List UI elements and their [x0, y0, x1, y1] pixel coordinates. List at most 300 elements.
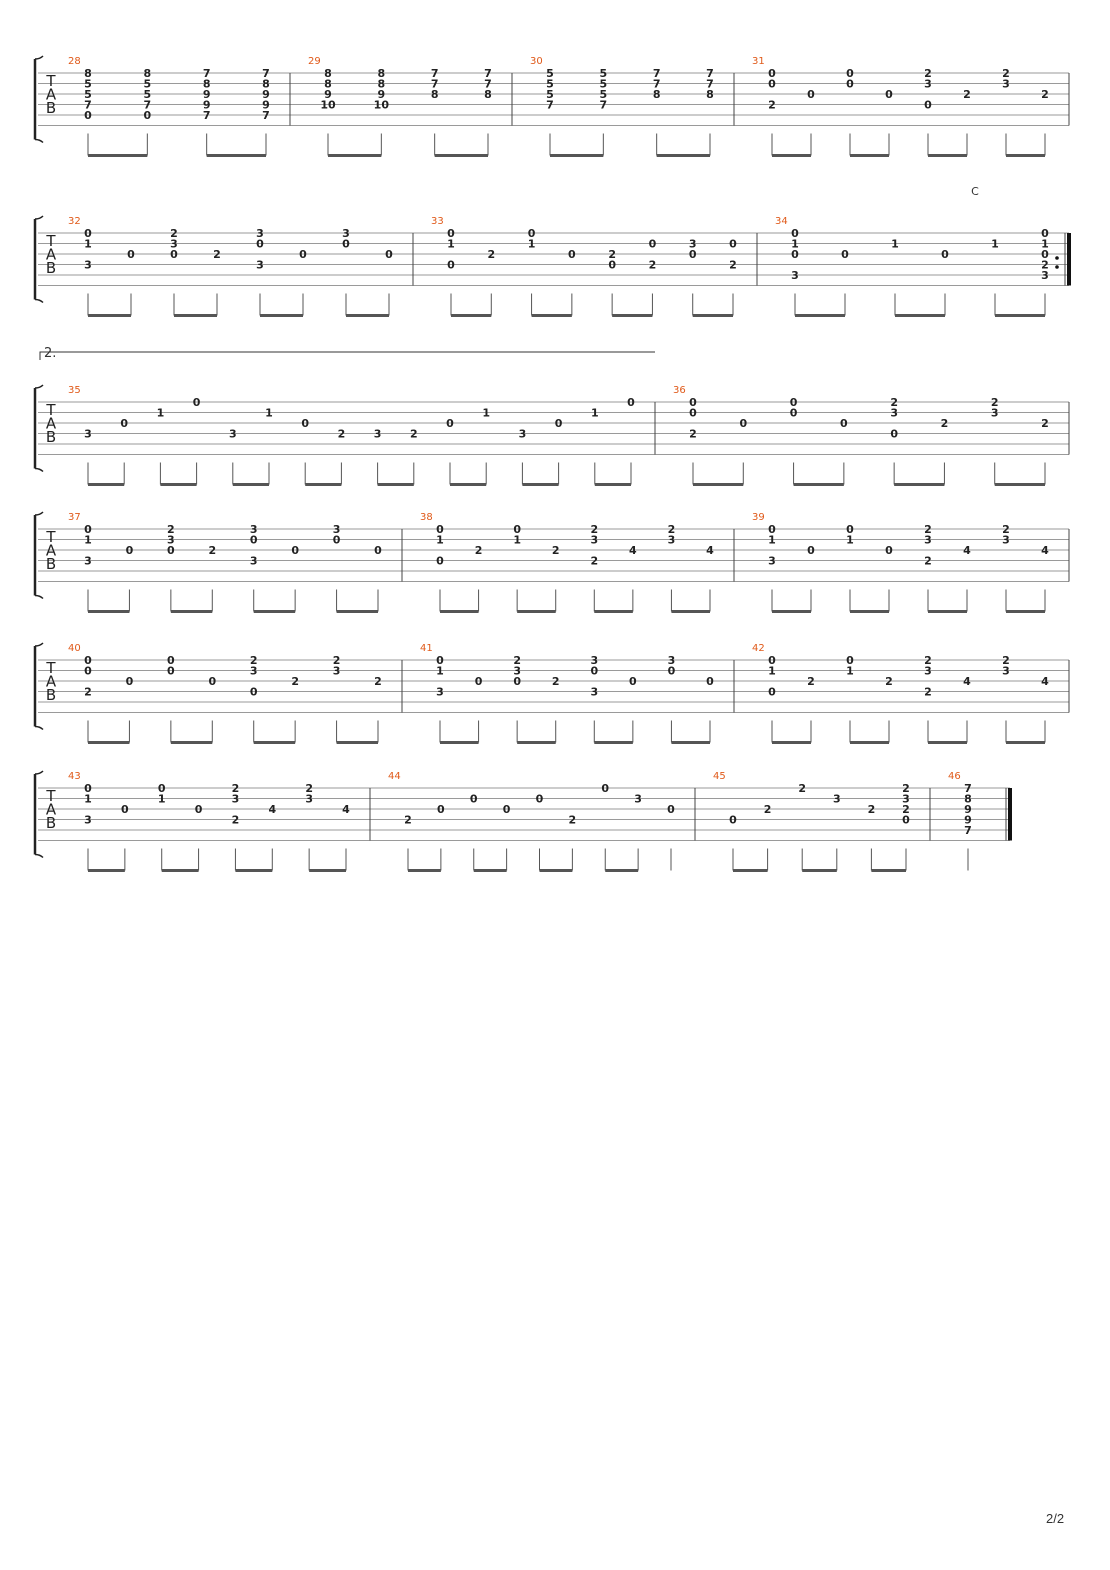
fret-number: 8: [202, 77, 211, 91]
fret-number: 2: [513, 654, 521, 667]
fret-number: 3: [590, 685, 599, 699]
fret-number: 0: [84, 109, 92, 122]
fret-number: 0: [627, 396, 635, 409]
fret-number: 3: [688, 237, 697, 251]
fret-number: 0: [840, 417, 848, 430]
fret-number: 1: [590, 406, 599, 420]
fret-number: 1: [447, 237, 455, 251]
fret-number: 0: [791, 248, 799, 261]
fret-number: 1: [791, 237, 799, 251]
fret-number: 3: [305, 792, 313, 806]
fret-number: 5: [546, 88, 554, 101]
fret-number: 2: [249, 654, 258, 667]
fret-number: 1: [157, 792, 166, 806]
fret-number: 0: [469, 792, 478, 806]
fret-number: 0: [791, 227, 799, 240]
tab-clef-letter: T: [46, 528, 56, 546]
measure-number: 43: [68, 771, 81, 782]
fret-number: 0: [437, 803, 445, 816]
fret-number: 3: [1002, 533, 1010, 547]
fret-number: 4: [1041, 544, 1049, 557]
fret-number: 5: [599, 88, 608, 101]
tab-clef-letter: T: [46, 72, 56, 90]
fret-number: 7: [202, 109, 211, 122]
fret-number: 3: [1002, 664, 1010, 678]
fret-number: 2: [763, 803, 772, 816]
fret-number: 3: [436, 685, 444, 699]
fret-number: 0: [568, 248, 576, 261]
fret-number: 8: [377, 67, 386, 80]
fret-number: 0: [84, 782, 92, 795]
fret-number: 2: [474, 544, 483, 557]
repeat-dot: [1055, 256, 1059, 260]
fret-number: 2: [924, 67, 932, 80]
measure-number: 33: [431, 216, 444, 227]
fret-number: 5: [599, 77, 608, 91]
fret-number: 1: [436, 664, 444, 678]
fret-number: 10: [320, 98, 336, 112]
tab-system: [35, 771, 1010, 871]
tab-clef-letter: B: [45, 814, 57, 832]
fret-number: 2: [940, 417, 949, 430]
fret-number: 8: [377, 77, 386, 91]
fret-number: 3: [513, 664, 521, 678]
fret-number: 4: [629, 544, 637, 557]
fret-number: 2: [231, 782, 240, 795]
fret-number: 0: [629, 675, 637, 688]
fret-number: 0: [299, 248, 307, 261]
fret-number: 3: [924, 664, 932, 678]
fret-number: 1: [84, 792, 92, 806]
fret-number: 3: [84, 554, 92, 568]
measure-number: 34: [775, 216, 788, 227]
fret-number: 2: [291, 675, 299, 688]
fret-number: 0: [667, 803, 675, 816]
fret-number: 5: [143, 88, 152, 101]
fret-number: 7: [430, 77, 439, 91]
fret-number: 3: [667, 533, 676, 547]
fret-number: 3: [832, 792, 841, 806]
fret-number: 7: [964, 824, 972, 837]
fret-number: 0: [84, 227, 92, 240]
page-number: 2/2: [1046, 1511, 1065, 1526]
fret-number: 2: [551, 675, 560, 688]
fret-number: 7: [652, 77, 661, 91]
fret-number: 0: [739, 417, 748, 430]
fret-number: 3: [590, 533, 599, 547]
fret-number: 3: [256, 227, 264, 240]
fret-number: 3: [667, 654, 676, 667]
tab-clef-letter: A: [45, 414, 57, 433]
fret-number: 1: [768, 533, 776, 547]
fret-number: 4: [342, 803, 350, 816]
fret-number: 2: [1041, 417, 1049, 430]
fret-number: 2: [902, 803, 910, 816]
fret-number: 1: [265, 406, 273, 420]
fret-number: 0: [256, 237, 264, 251]
fret-number: 0: [513, 675, 521, 688]
fret-number: 8: [324, 67, 332, 80]
fret-number: 3: [84, 813, 92, 827]
fret-number: 2: [924, 554, 932, 568]
fret-number: 0: [436, 523, 444, 536]
fret-number: 0: [125, 675, 134, 688]
fret-number: 1: [991, 237, 999, 251]
fret-number: 1: [846, 664, 854, 678]
fret-number: 0: [143, 109, 152, 122]
measure-number: 29: [308, 56, 321, 67]
fret-number: 1: [891, 237, 899, 251]
fret-number: 0: [846, 67, 854, 80]
fret-number: 2: [924, 654, 932, 667]
fret-number: 2: [924, 685, 932, 699]
fret-number: 3: [256, 258, 264, 272]
fret-number: 2: [963, 88, 971, 101]
tab-clef-letter: A: [45, 85, 57, 104]
fret-number: 2: [332, 654, 341, 667]
fret-number: 0: [590, 664, 599, 678]
fret-number: 2: [208, 544, 217, 557]
fret-number: 2: [689, 427, 697, 441]
fret-number: 2: [337, 427, 346, 441]
fret-number: 1: [1041, 237, 1049, 251]
fret-number: 2: [885, 675, 893, 688]
fret-number: 3: [342, 227, 350, 240]
fret-number: 5: [546, 67, 554, 80]
fret-number: 7: [599, 98, 608, 112]
fret-number: 2: [902, 782, 910, 795]
fret-number: 0: [768, 67, 776, 80]
fret-number: 9: [324, 88, 332, 101]
fret-number: 0: [208, 675, 217, 688]
measure-number: 32: [68, 216, 81, 227]
fret-number: 2: [213, 248, 221, 261]
fret-number: 0: [84, 523, 92, 536]
fret-number: 7: [202, 67, 211, 80]
fret-number: 0: [1041, 227, 1049, 240]
fret-number: 4: [706, 544, 714, 557]
measure-number: 42: [752, 643, 765, 654]
fret-number: 0: [841, 248, 849, 261]
tab-system: [35, 643, 1069, 743]
fret-number: 8: [652, 88, 661, 101]
tab-clef-letter: A: [45, 800, 57, 819]
fret-number: 0: [535, 792, 544, 806]
measure-number: 46: [948, 771, 961, 782]
fret-number: 2: [568, 813, 577, 827]
fret-number: 3: [332, 664, 341, 678]
fret-number: 0: [120, 417, 129, 430]
fret-number: 0: [729, 813, 737, 827]
measure-number: 36: [673, 385, 686, 396]
fret-number: 2: [590, 554, 599, 568]
fret-number: 7: [652, 67, 661, 80]
fret-number: 0: [846, 523, 854, 536]
fret-number: 0: [689, 406, 697, 420]
fret-number: 4: [268, 803, 277, 816]
fret-number: 2: [1002, 523, 1010, 536]
fret-number: 0: [125, 544, 134, 557]
fret-number: 0: [342, 237, 350, 251]
repeat-dot: [1055, 265, 1059, 269]
fret-number: 3: [170, 237, 178, 251]
fret-number: 2: [84, 685, 92, 699]
fret-number: 0: [789, 396, 798, 409]
fret-number: 0: [84, 654, 92, 667]
fret-number: 7: [262, 109, 270, 122]
fret-number: 0: [846, 77, 854, 91]
fret-number: 5: [84, 77, 92, 91]
tab-clef-letter: T: [46, 232, 56, 250]
fret-number: 2: [798, 782, 807, 795]
fret-number: 1: [768, 664, 776, 678]
fret-number: 4: [1041, 675, 1049, 688]
measure-number: 39: [752, 512, 765, 523]
fret-number: 0: [807, 544, 815, 557]
fret-number: 7: [706, 67, 714, 80]
tab-clef-letter: B: [45, 686, 57, 704]
fret-number: 0: [527, 227, 536, 240]
measure-number: 37: [68, 512, 81, 523]
fret-number: 3: [791, 269, 799, 282]
fret-number: 2: [231, 813, 240, 827]
fret-number: 0: [436, 554, 444, 568]
fret-number: 0: [301, 417, 310, 430]
volta-bracket: [40, 352, 655, 360]
fret-number: 3: [1041, 269, 1049, 282]
fret-number: 0: [648, 237, 657, 251]
fret-number: 2: [1041, 88, 1049, 101]
fret-number: 0: [902, 813, 910, 827]
tab-clef-letter: B: [45, 428, 57, 446]
fret-number: 9: [377, 88, 386, 101]
tab-system: [35, 385, 1069, 485]
fret-number: 0: [789, 406, 798, 420]
fret-number: 7: [706, 77, 714, 91]
volta-label: 2.: [44, 346, 57, 361]
fret-number: 0: [167, 654, 175, 667]
fret-number: 0: [192, 396, 201, 409]
fret-number: 0: [436, 654, 444, 667]
fret-number: 0: [249, 533, 258, 547]
fret-number: 1: [84, 533, 92, 547]
fret-number: 7: [262, 67, 270, 80]
fret-number: 3: [332, 523, 341, 536]
fret-number: 3: [231, 792, 240, 806]
fret-number: 1: [846, 533, 854, 547]
tab-system: [35, 512, 1069, 612]
measure-number: 38: [420, 512, 433, 523]
fret-number: 0: [167, 544, 175, 557]
fret-number: 3: [924, 77, 932, 91]
fret-number: 9: [964, 813, 972, 827]
fret-number: 3: [228, 427, 237, 441]
fret-number: 9: [202, 98, 211, 112]
fret-number: 1: [482, 406, 491, 420]
fret-number: 3: [249, 523, 258, 536]
fret-number: 2: [1041, 258, 1049, 272]
fret-number: 0: [446, 417, 454, 430]
fret-number: 0: [768, 654, 776, 667]
fret-number: 1: [527, 237, 536, 251]
fret-number: 0: [846, 654, 854, 667]
fret-number: 3: [373, 427, 382, 441]
fret-number: 8: [964, 792, 972, 806]
fret-number: 0: [807, 88, 815, 101]
fret-number: 2: [1002, 654, 1010, 667]
fret-number: 0: [768, 523, 776, 536]
measure-number: 30: [530, 56, 543, 67]
fret-number: 8: [484, 88, 492, 101]
tab-clef-letter: A: [45, 245, 57, 264]
fret-number: 3: [590, 654, 599, 667]
fret-number: 0: [941, 248, 949, 261]
tab-system: [35, 216, 1069, 316]
fret-number: 2: [305, 782, 313, 795]
fret-number: 0: [127, 248, 135, 261]
fret-number: 0: [885, 544, 893, 557]
fret-number: 0: [768, 77, 776, 91]
fret-number: 7: [84, 98, 92, 112]
fret-number: 0: [121, 803, 129, 816]
fret-number: 2: [807, 675, 815, 688]
measure-number: 40: [68, 643, 81, 654]
fret-number: 0: [924, 98, 932, 112]
fret-number: 0: [554, 417, 563, 430]
measure-number: 44: [388, 771, 401, 782]
fret-number: 3: [990, 406, 999, 420]
tab-clef-letter: A: [45, 672, 57, 691]
fret-number: 2: [170, 227, 178, 240]
fret-number: 3: [634, 792, 642, 806]
fret-number: 7: [143, 98, 152, 112]
fret-number: 0: [890, 427, 898, 441]
fret-number: 8: [262, 77, 270, 91]
fret-number: 0: [667, 664, 676, 678]
fret-number: 7: [964, 782, 972, 795]
fret-number: 2: [924, 523, 932, 536]
fret-number: 9: [964, 803, 972, 816]
fret-number: 1: [156, 406, 165, 420]
tab-system: [35, 56, 1069, 156]
fret-number: 9: [202, 88, 211, 101]
fret-number: 0: [447, 258, 455, 272]
fret-number: 3: [1002, 77, 1010, 91]
fret-number: 9: [262, 98, 270, 112]
fret-number: 1: [436, 533, 444, 547]
fret-number: 2: [1002, 67, 1010, 80]
fret-number: 0: [689, 396, 697, 409]
fret-number: 2: [487, 248, 496, 261]
tab-clef-letter: T: [46, 787, 56, 805]
fret-number: 8: [706, 88, 714, 101]
tab-clef-letter: T: [46, 659, 56, 677]
fret-number: 0: [167, 664, 175, 678]
fret-number: 8: [143, 67, 152, 80]
fret-number: 5: [84, 88, 92, 101]
fret-number: 0: [194, 803, 203, 816]
fret-number: 2: [768, 98, 776, 112]
fret-number: 0: [170, 248, 178, 261]
fret-number: 9: [262, 88, 270, 101]
measure-number: 41: [420, 643, 433, 654]
fret-number: 1: [513, 533, 521, 547]
fret-number: 2: [867, 803, 876, 816]
fret-number: 3: [902, 792, 910, 806]
fret-number: 2: [374, 675, 382, 688]
fret-number: 0: [84, 664, 92, 678]
fret-number: 0: [1041, 248, 1049, 261]
fret-number: 3: [249, 664, 258, 678]
fret-number: 3: [249, 554, 258, 568]
fret-number: 2: [729, 258, 737, 272]
fret-number: 7: [430, 67, 439, 80]
fret-number: 7: [484, 77, 492, 91]
fret-number: 0: [706, 675, 714, 688]
chord-label: C: [971, 185, 979, 198]
tab-clef-letter: B: [45, 259, 57, 277]
fret-number: 0: [601, 782, 610, 795]
fret-number: 1: [84, 237, 92, 251]
fret-number: 8: [430, 88, 439, 101]
fret-number: 3: [890, 406, 898, 420]
fret-number: 7: [484, 67, 492, 80]
fret-number: 0: [768, 685, 776, 699]
fret-number: 2: [409, 427, 418, 441]
measure-number: 45: [713, 771, 726, 782]
fret-number: 0: [513, 523, 521, 536]
tab-clef-letter: T: [46, 401, 56, 419]
fret-number: 8: [84, 67, 92, 80]
fret-number: 0: [374, 544, 382, 557]
fret-number: 0: [688, 248, 697, 261]
fret-number: 3: [84, 427, 92, 441]
fret-number: 0: [332, 533, 341, 547]
fret-number: 5: [143, 77, 152, 91]
fret-number: 2: [551, 544, 560, 557]
fret-number: 3: [768, 554, 776, 568]
fret-number: 3: [84, 258, 92, 272]
fret-number: 4: [963, 675, 971, 688]
tab-clef-letter: A: [45, 541, 57, 560]
fret-number: 2: [590, 523, 599, 536]
fret-number: 3: [518, 427, 527, 441]
measure-number: 31: [752, 56, 765, 67]
tab-clef-letter: B: [45, 99, 57, 117]
measure-number: 28: [68, 56, 81, 67]
fret-number: 10: [373, 98, 389, 112]
fret-number: 0: [385, 248, 393, 261]
fret-number: 2: [404, 813, 412, 827]
fret-number: 3: [167, 533, 175, 547]
fret-number: 2: [608, 248, 616, 261]
fret-number: 5: [546, 77, 554, 91]
fret-number: 0: [447, 227, 455, 240]
fret-number: 0: [502, 803, 511, 816]
fret-number: 3: [924, 533, 932, 547]
measure-number: 35: [68, 385, 81, 396]
fret-number: 0: [885, 88, 893, 101]
fret-number: 2: [167, 523, 175, 536]
fret-number: 2: [648, 258, 657, 272]
fret-number: 0: [249, 685, 258, 699]
tab-clef-letter: B: [45, 555, 57, 573]
fret-number: 2: [667, 523, 676, 536]
fret-number: 8: [324, 77, 332, 91]
fret-number: 0: [291, 544, 299, 557]
fret-number: 0: [157, 782, 166, 795]
fret-number: 0: [474, 675, 483, 688]
